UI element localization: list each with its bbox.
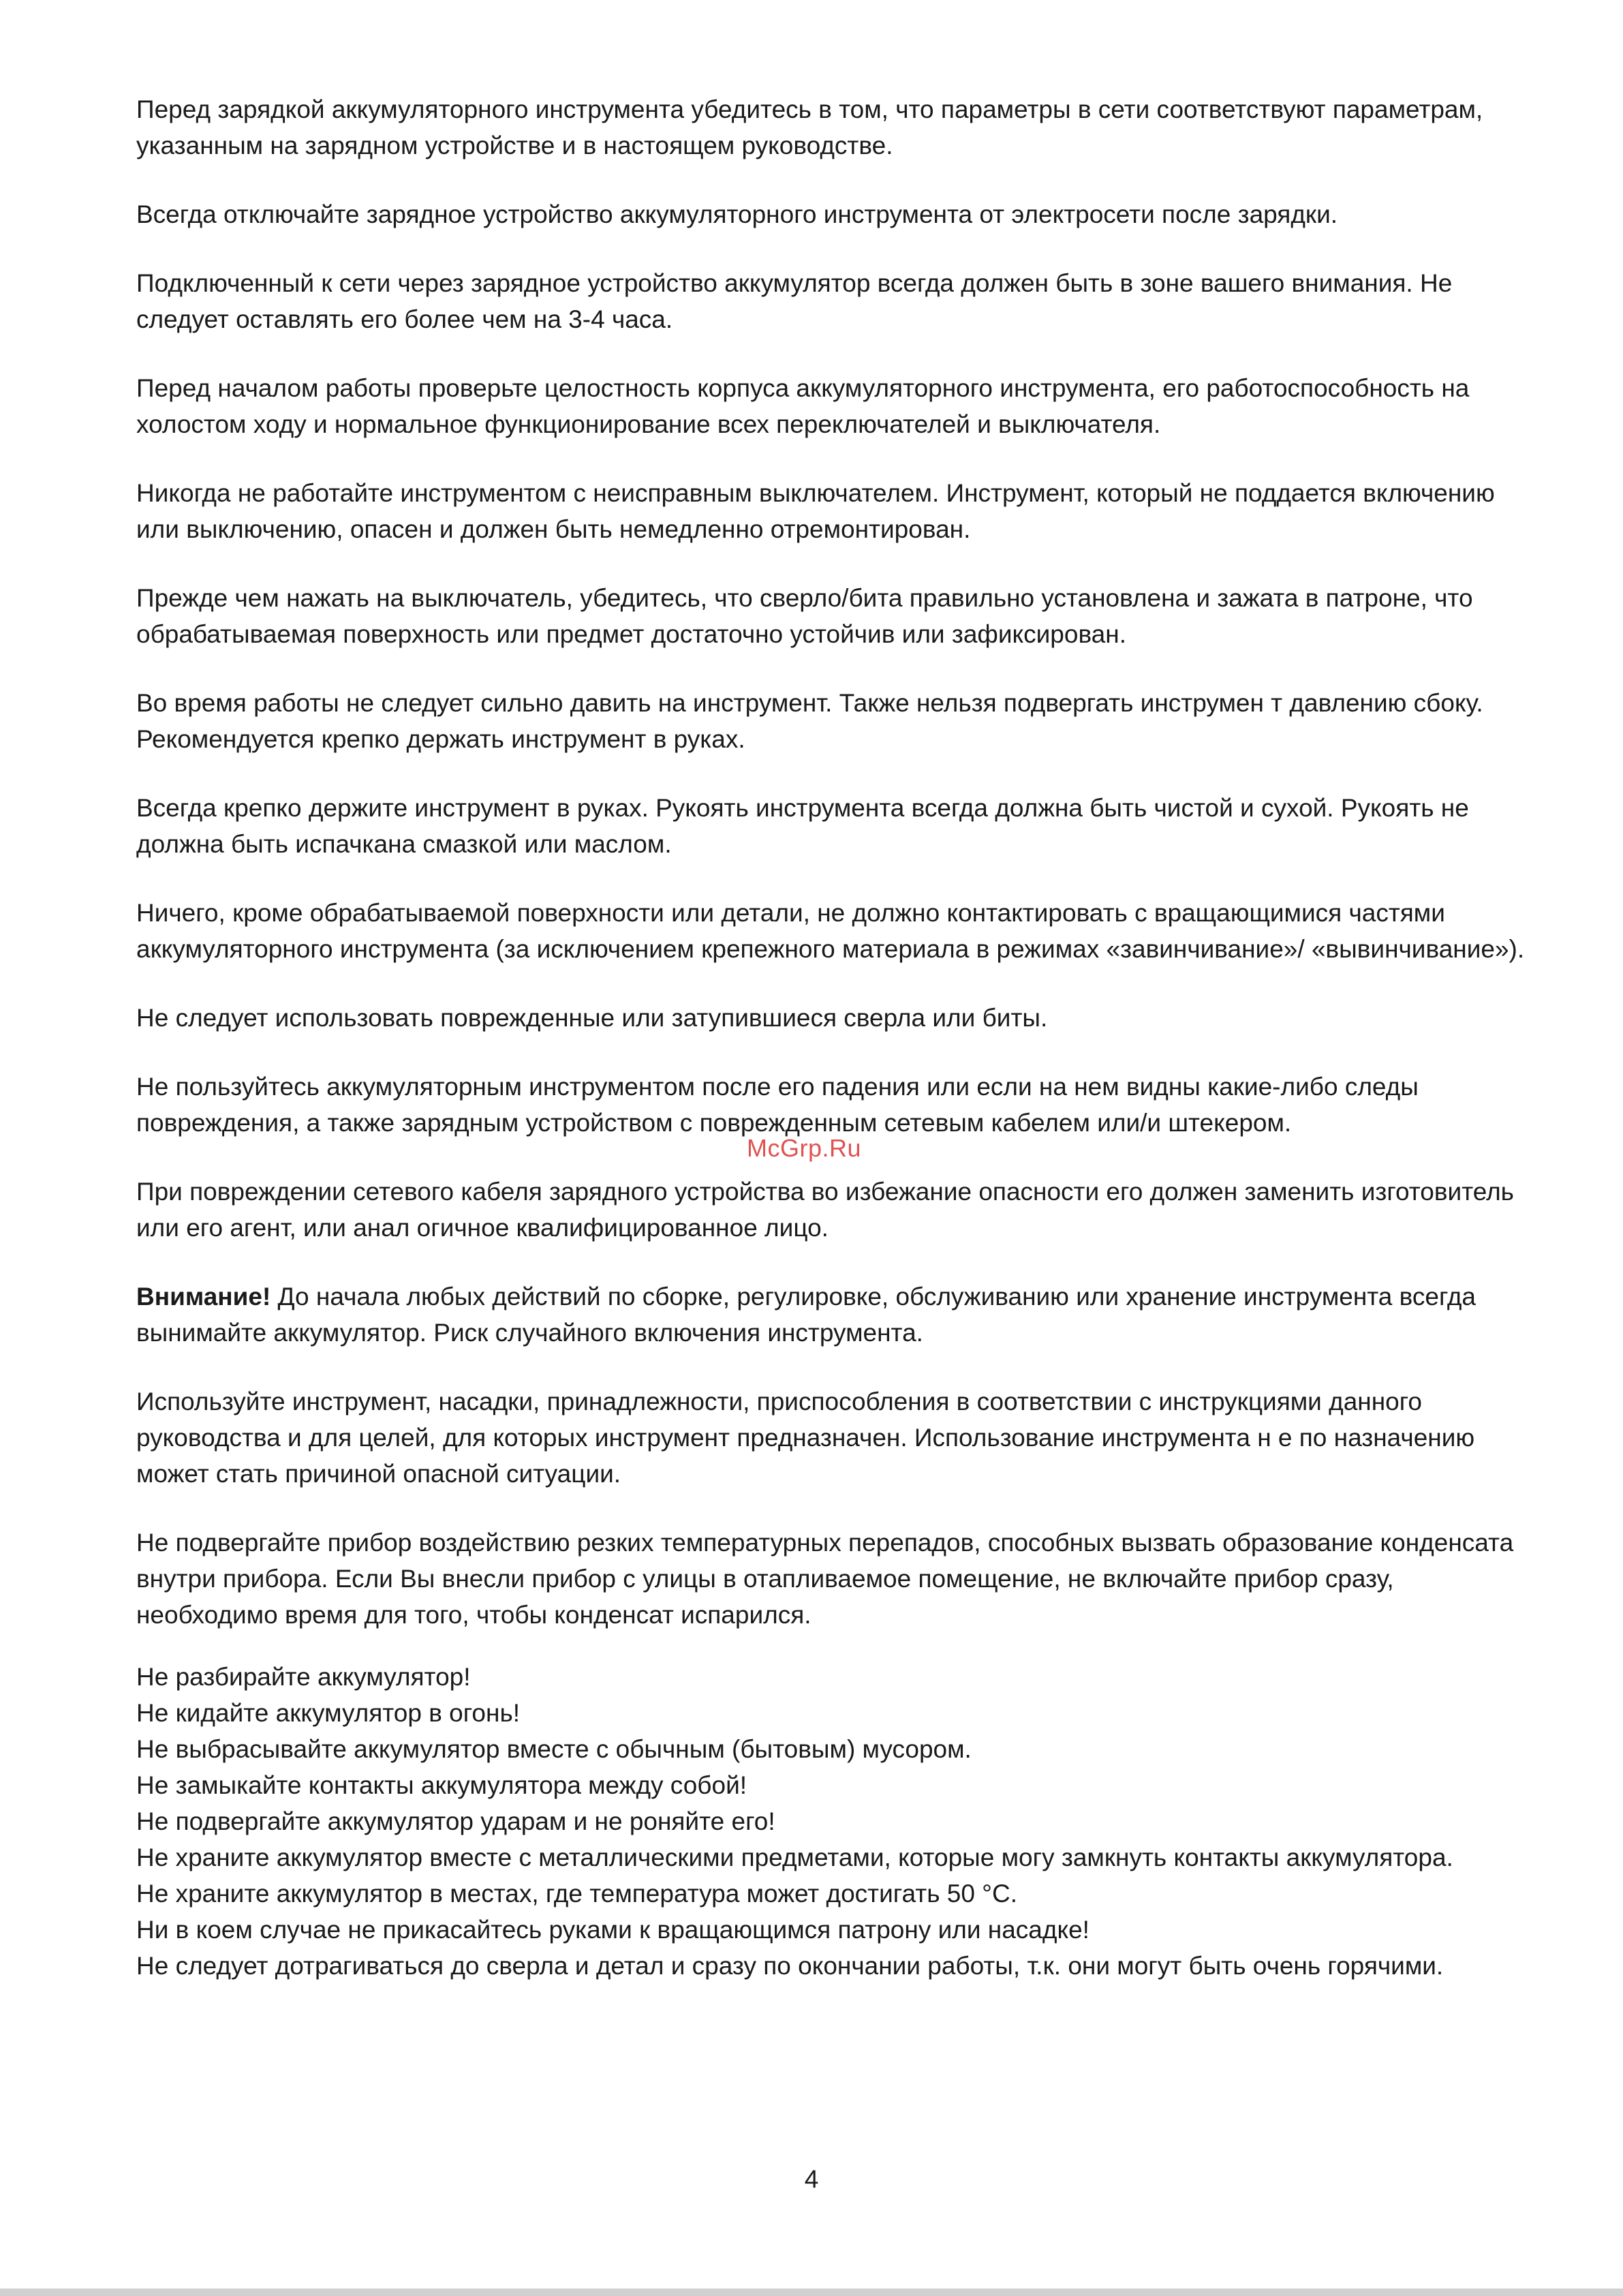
paragraph-warning [136, 1279, 1540, 1351]
battery-rules-list [136, 1659, 1540, 1984]
paragraph-before-switch: Прежде чем нажать на выключатель, убедитесь, что сверло/бита правильно установлена и зажата в патроне, что обрабатываемая поверхность или предмет достаточно устойчив или зафиксирован. [136, 584, 1473, 648]
list-item: Не подвергайте аккумулятор ударам и не роняйте его! [136, 1807, 775, 1835]
list-item: Не кидайте аккумулятор в огонь! [136, 1699, 521, 1727]
list-item: Не замыкайте контакты аккумулятора между собой! [136, 1771, 747, 1799]
warning-label: Внимание! [136, 1283, 271, 1311]
paragraph-check-body: Перед началом работы проверьте целостность корпуса аккумуляторного инструмента, его работоспособность на холостом ходу и нормальное функционирование всех переключателей и выключателя. [136, 374, 1470, 438]
list-item: Ни в коем случае не прикасайтесь руками к вращающимся патрону или насадке! [136, 1916, 1089, 1944]
list-item: Не выбрасывайте аккумулятор вместе с обычным (бытовым) мусором. [136, 1735, 972, 1763]
list-item: Не храните аккумулятор в местах, где температура может достигать 50 °С. [136, 1880, 1017, 1908]
paragraph-cable-replacement: При повреждении сетевого кабеля зарядного устройства во избежание опасности его должен заменить изготовитель или его агент, или анал огичное квалифицированное лицо. [136, 1178, 1514, 1242]
page-bottom-divider [0, 2289, 1623, 2296]
list-item: Не храните аккумулятор вместе с металлическими предметами, которые могу замкнуть контакты аккумулятора. [136, 1843, 1453, 1871]
paragraph-faulty-switch: Никогда не работайте инструментом с неисправным выключателем. Инструмент, который не поддается включению или выключению, опасен и должен быть немедленно отремонтирован. [136, 479, 1495, 543]
paragraph-charging-params: Перед зарядкой аккумуляторного инструмента убедитесь в том, что параметры в сети соответствуют параметрам, указанным на зарядном устройстве и в настоящем руководстве. [136, 95, 1483, 159]
paragraph-condensation: Не подвергайте прибор воздействию резких температурных перепадов, способных вызвать образование конденсата внутри прибора. Если Вы внесли прибор с улицы в отапливаемое помещение, не включайте прибор сразу, необходимо время для того, чтобы конденсат испарился. [136, 1529, 1514, 1629]
watermark: McGrp.Ru [747, 1134, 862, 1162]
paragraph-attention-charging: Подключенный к сети через зарядное устройство аккумулятор всегда должен быть в зоне вашего внимания. Не следует оставлять его более чем на 3-4 часа. [136, 269, 1453, 333]
paragraph-damaged-bits: Не следует использовать поврежденные или затупившиеся сверла или биты. [136, 1004, 1048, 1032]
page-body [136, 91, 1540, 1984]
page-number: 4 [804, 2165, 819, 2193]
paragraph-pressure: Во время работы не следует сильно давить на инструмент. Также нельзя подвергать инструмен т давлению сбоку. Рекомендуется крепко держать инструмент в руках. [136, 689, 1483, 753]
paragraph-intended-use: Используйте инструмент, насадки, принадлежности, приспособления в соответствии с инструкциями данного руководства и для целей, для которых инструмент предназначен. Использование инструмента н е по назначению может стать причиной опасной ситуации. [136, 1388, 1475, 1488]
list-item: Не разбирайте аккумулятор! [136, 1663, 471, 1691]
warning-text: До начала любых действий по сборке, регулировке, обслуживанию или хранение инструмента всегда вынимайте аккумулятор. Риск случайного включения инструмента. [136, 1283, 1476, 1347]
paragraph-after-fall: Не пользуйтесь аккумуляторным инструментом после его падения или если на нем видны какие-либо следы повреждения, а также зарядным устройством с поврежденным сетевым кабелем или/и штекером. [136, 1073, 1419, 1137]
paragraph-rotating-parts: Ничего, кроме обрабатываемой поверхности или детали, не должно контактировать с вращающимися частями аккумуляторного инструмента (за исключением крепежного материала в режимах «завинчивание»/ «вывинчивание»). [136, 899, 1525, 963]
list-item: Не следует дотрагиваться до сверла и детал и сразу по окончании работы, т.к. они могут быть очень горячими. [136, 1952, 1444, 1980]
paragraph-grip: Всегда крепко держите инструмент в руках. Рукоять инструмента всегда должна быть чистой и сухой. Рукоять не должна быть испачкана смазкой или маслом. [136, 794, 1469, 858]
paragraph-disconnect-charger: Всегда отключайте зарядное устройство аккумуляторного инструмента от электросети после зарядки. [136, 200, 1338, 228]
